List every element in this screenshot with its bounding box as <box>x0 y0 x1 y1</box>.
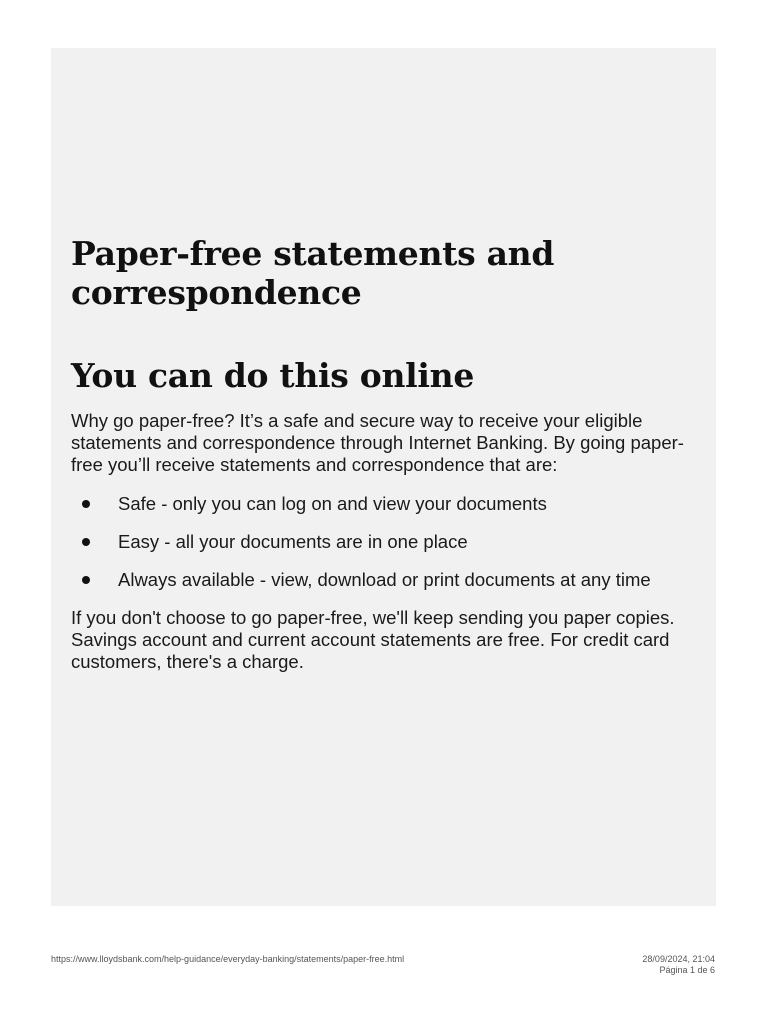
benefits-list <box>71 493 701 591</box>
bullet-icon <box>82 538 90 546</box>
footer-url: https://www.lloydsbank.com/help-guidance/everyday-banking/statements/paper-free.html <box>51 954 405 964</box>
list-item <box>71 531 701 553</box>
list-item <box>71 493 701 515</box>
footer-page-number: Página 1 de 6 <box>659 965 715 975</box>
list-item-text: Always available - view, download or print documents at any time <box>118 569 651 590</box>
page-title: Paper-free statements and correspondence <box>71 234 555 312</box>
list-item <box>71 569 701 591</box>
outro-paragraph: If you don't choose to go paper-free, we'll keep sending you paper copies. Savings account and current account statements are free. For credit card customers, there's a charge. <box>71 607 675 672</box>
list-item-text: Easy - all your documents are in one place <box>118 531 468 552</box>
section-heading: You can do this online <box>71 356 475 395</box>
footer-meta <box>642 954 715 976</box>
intro-paragraph: Why go paper-free? It’s a safe and secure way to receive your eligible statements and correspondence through Internet Banking. By going paper-free you’ll receive statements and correspondence that are: <box>71 410 684 475</box>
footer-datetime: 28/09/2024, 21:04 <box>642 954 715 964</box>
bullet-icon <box>82 576 90 584</box>
bullet-icon <box>82 500 90 508</box>
content-panel <box>51 48 716 906</box>
article-body <box>71 234 701 673</box>
list-item-text: Safe - only you can log on and view your documents <box>118 493 547 514</box>
